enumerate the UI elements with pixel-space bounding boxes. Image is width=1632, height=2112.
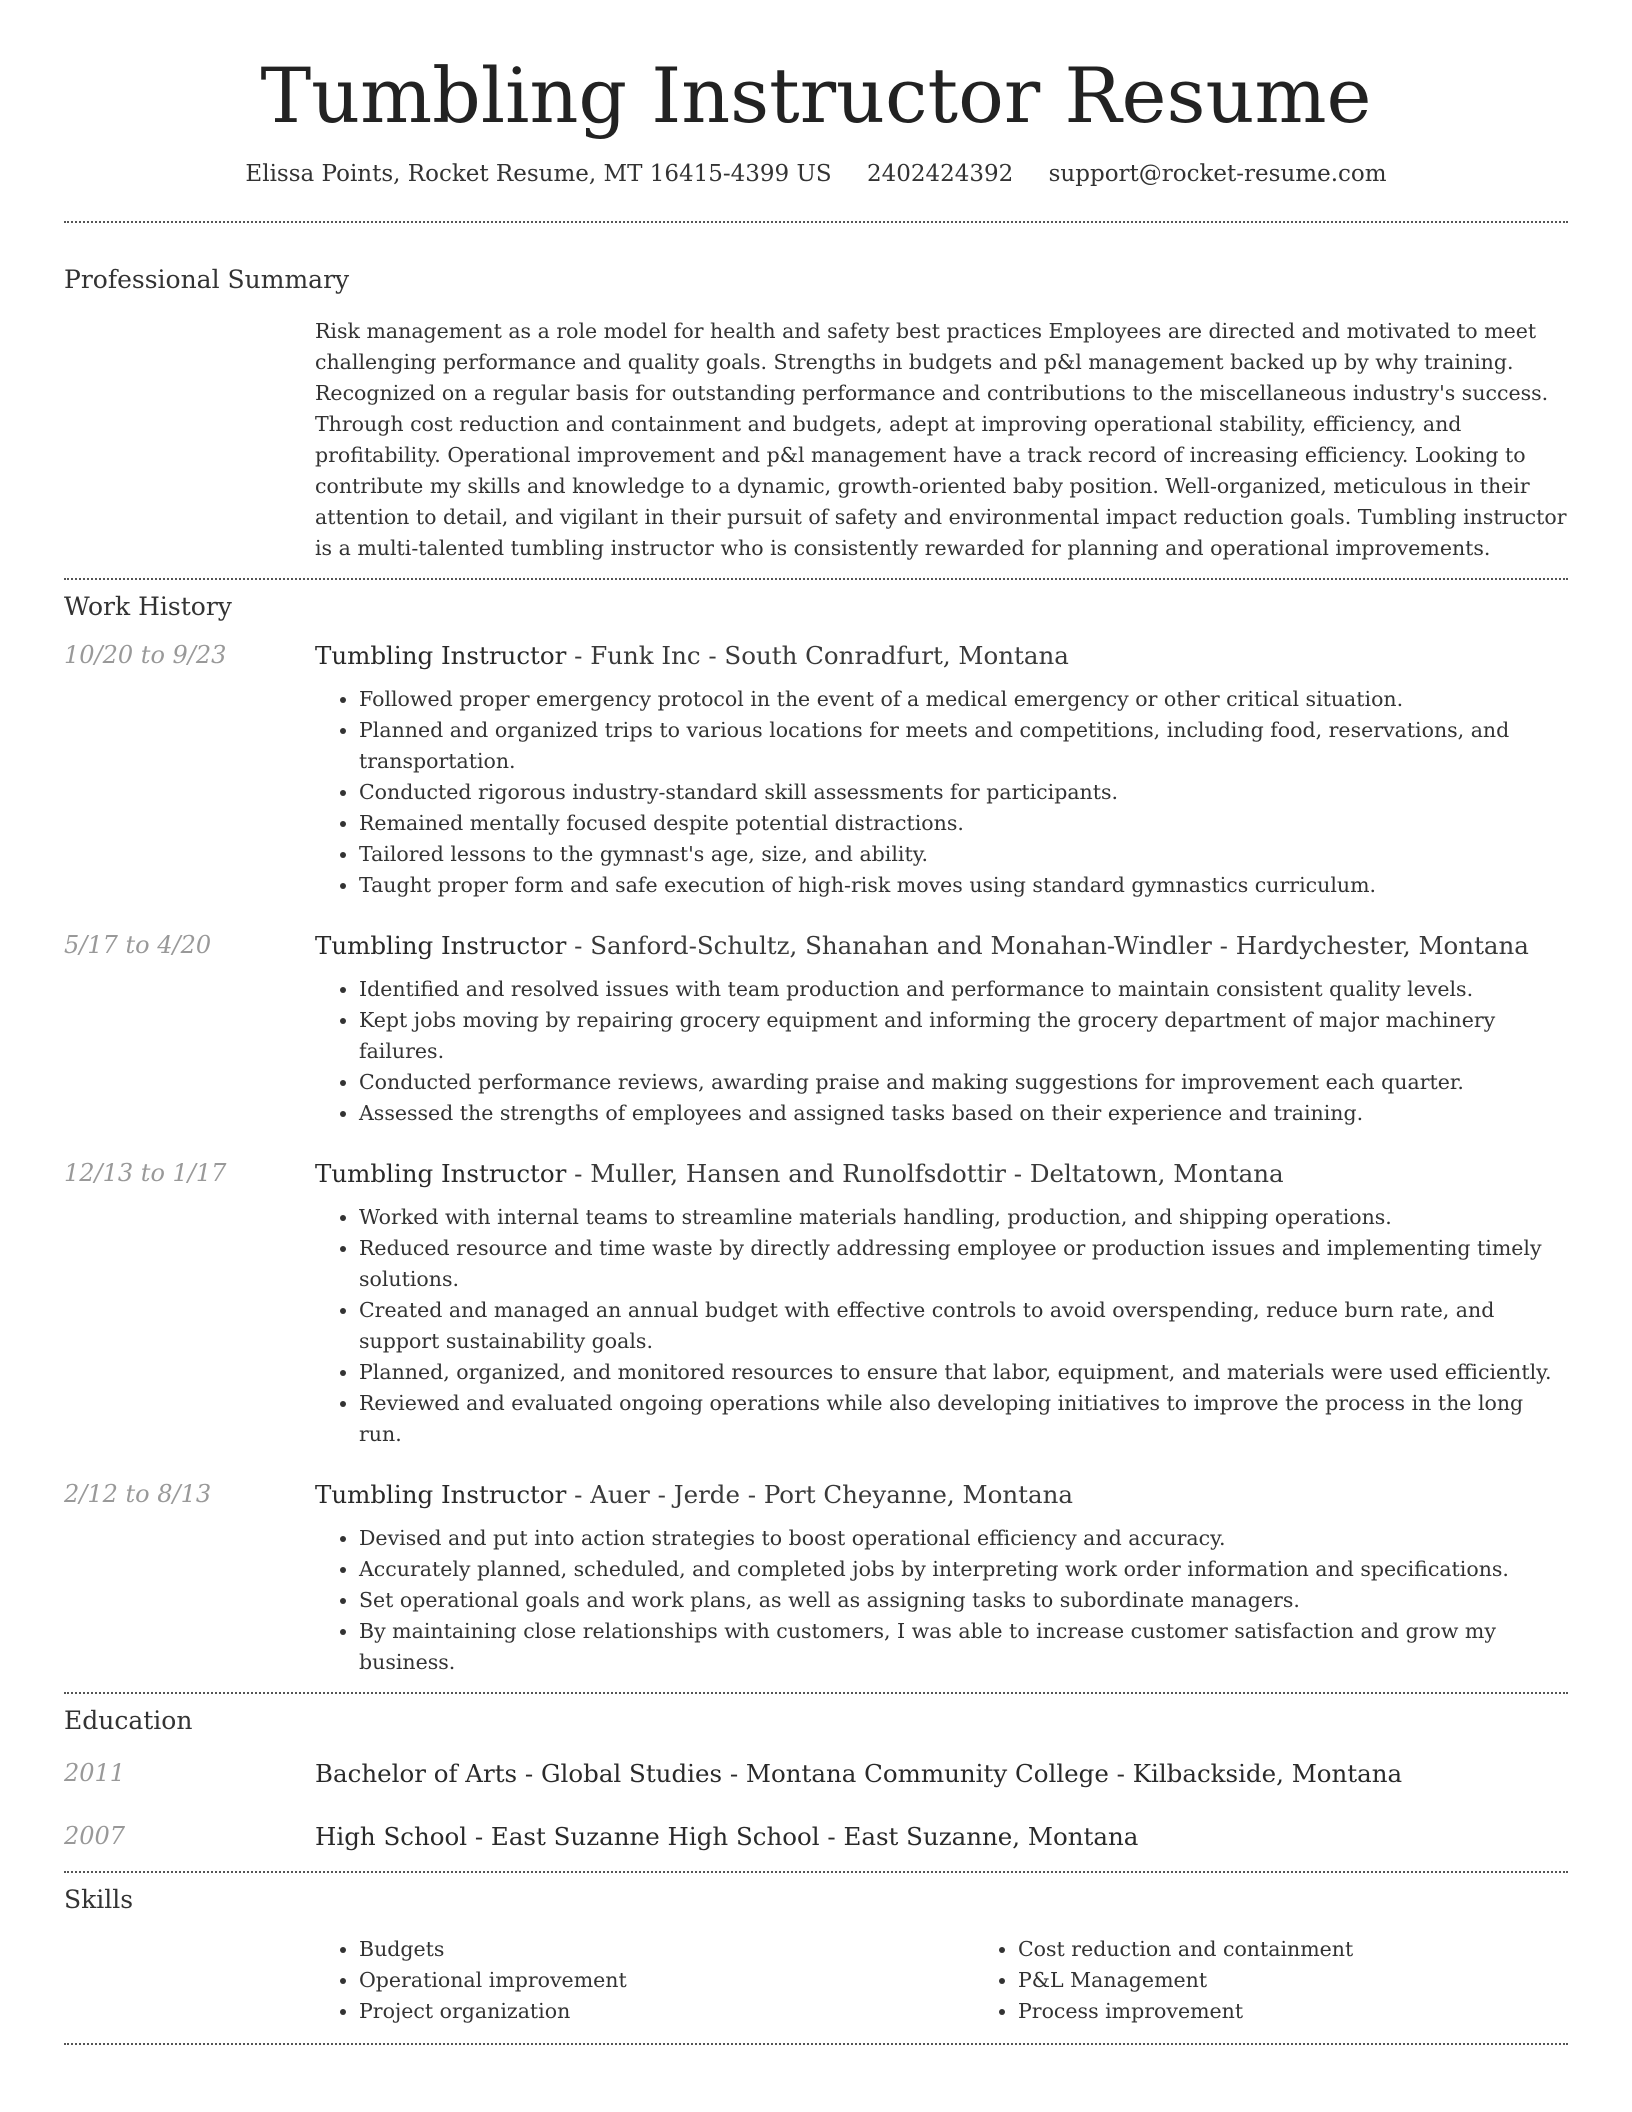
resume-header [64,0,1568,187]
job-employer: - Funk Inc - South Conradfurt, Montana [566,641,1069,671]
education-degree: High School [315,1822,468,1852]
left-spacer [64,1934,315,2027]
left-spacer [64,1202,315,1450]
section-heading: Professional Summary [64,265,350,295]
education-section [64,1694,1568,1851]
education-school: - East Suzanne High School - East Suzanne, Montana [467,1822,1139,1852]
education-degree: Bachelor of Arts - Global Studies [315,1759,723,1789]
work-history-section [64,580,1568,1678]
skills-list-right [974,1934,1632,2027]
list-item: • By maintaining close relationships with customers, I was able to increase customer satisfaction and grow my business. [359,1616,1568,1678]
job-entry [64,1159,1568,1450]
job-bullets [315,684,1568,901]
contact-address: Elissa Points, Rocket Resume, MT 16415-4399 US [245,161,832,188]
contact-email: support@rocket-resume.com [1048,161,1387,188]
job-heading [315,1159,1568,1188]
list-item: • Reduced resource and time waste by directly addressing employee or production issues and implementing timely solutions. [359,1233,1568,1295]
job-employer: - Auer - Jerde - Port Cheyanne, Montana [566,1480,1073,1510]
list-item: • Identified and resolved issues with team production and performance to maintain consistent quality levels. [359,974,1568,1005]
list-item: • Devised and put into action strategies to boost operational efficiency and accuracy. [359,1523,1568,1554]
list-item: • Conducted rigorous industry-standard skill assessments for participants. [359,777,1568,808]
list-item: • Accurately planned, scheduled, and completed jobs by interpreting work order information and specifications. [359,1554,1568,1585]
skill-item: • Operational improvement [359,1965,974,1996]
job-dates: 5/17 to 4/20 [64,931,212,960]
list-item: • Followed proper emergency protocol in the event of a medical emergency or other critical situation. [359,684,1568,715]
skills-section [64,1873,1568,2027]
list-item: • Reviewed and evaluated ongoing operations while also developing initiatives to improve the process in the long run. [359,1388,1568,1450]
summary-section [64,223,1568,564]
job-heading [315,1480,1568,1509]
education-entry [64,1822,1568,1851]
job-heading [315,641,1568,670]
list-item: • Planned and organized trips to various locations for meets and competitions, including food, reservations, and transportation. [359,715,1568,777]
education-school: - Montana Community College - Kilbackside, Montana [722,1759,1403,1789]
education-year: 2011 [64,1759,126,1788]
list-item: • Created and managed an annual budget with effective controls to avoid overspending, reduce burn rate, and support sustainability goals. [359,1295,1568,1357]
job-heading [315,931,1568,960]
list-item: • Planned, organized, and monitored resources to ensure that labor, equipment, and materials were used efficiently. [359,1357,1568,1388]
job-bullets [315,1523,1568,1678]
skill-item: • Process improvement [1018,1996,1632,2027]
contact-line [64,161,1568,187]
job-entry [64,1480,1568,1678]
contact-phone: 2402424392 [866,161,1014,188]
left-spacer [64,684,315,901]
list-item: • Worked with internal teams to streamline materials handling, production, and shipping operations. [359,1202,1568,1233]
section-heading: Skills [64,1885,134,1915]
list-item: • Remained mentally focused despite potential distractions. [359,808,1568,839]
skill-item: • P&L Management [1018,1965,1632,1996]
job-employer: - Sanford-Schultz, Shanahan and Monahan-Windler - Hardychester, Montana [566,931,1529,961]
skill-item: • Project organization [359,1996,974,2027]
job-dates: 2/12 to 8/13 [64,1480,212,1509]
job-title: Tumbling Instructor [315,1159,567,1189]
list-item: • Tailored lessons to the gymnast's age, size, and ability. [359,839,1568,870]
left-spacer [64,1523,315,1678]
job-title: Tumbling Instructor [315,641,567,671]
education-year: 2007 [64,1822,126,1851]
skill-item: • Cost reduction and containment [1018,1934,1632,1965]
list-item: • Set operational goals and work plans, as well as assigning tasks to subordinate managers. [359,1585,1568,1616]
job-dates: 10/20 to 9/23 [64,641,227,670]
left-spacer [64,316,315,564]
education-entry [64,1759,1568,1788]
job-title: Tumbling Instructor [315,1480,567,1510]
list-item: • Kept jobs moving by repairing grocery equipment and informing the grocery department of major machinery failures. [359,1005,1568,1067]
skills-list-left [315,1934,974,2027]
skill-item: • Budgets [359,1934,974,1965]
divider [64,2043,1568,2045]
job-bullets [315,1202,1568,1450]
list-item: • Taught proper form and safe execution of high-risk moves using standard gymnastics curriculum. [359,870,1568,901]
section-heading: Education [64,1706,193,1736]
left-spacer [64,974,315,1129]
education-details [315,1822,1568,1851]
job-dates: 12/13 to 1/17 [64,1159,227,1188]
list-item: • Assessed the strengths of employees and assigned tasks based on their experience and training. [359,1098,1568,1129]
job-title: Tumbling Instructor [315,931,567,961]
summary-text: Risk management as a role model for health and safety best practices Employees are directed and motivated to meet challenging performance and quality goals. Strengths in budgets and p&l management backed up by why training. Recognized on a regular basis for outstanding performance and contributions to the miscellaneous industry's success. Through cost reduction and containment and budgets, adept at improving operational stability, efficiency, and profitability. Operational improvement and p&l management have a track record of increasing efficiency. Looking to contribute my skills and knowledge to a dynamic, growth-oriented baby position. Well-organized, meticulous in their attention to detail, and vigilant in their pursuit of safety and environmental impact reduction goals. Tumbling instructor is a multi-talented tumbling instructor who is consistently rewarded for planning and operational improvements. [315,319,1567,561]
job-employer: - Muller, Hansen and Runolfsdottir - Deltatown, Montana [566,1159,1284,1189]
education-details [315,1759,1568,1788]
resume-title: Tumbling Instructor Resume [260,51,1372,140]
list-item: • Conducted performance reviews, awarding praise and making suggestions for improvement each quarter. [359,1067,1568,1098]
job-bullets [315,974,1568,1129]
job-entry [64,931,1568,1129]
job-entry [64,641,1568,901]
section-heading: Work History [64,592,232,622]
